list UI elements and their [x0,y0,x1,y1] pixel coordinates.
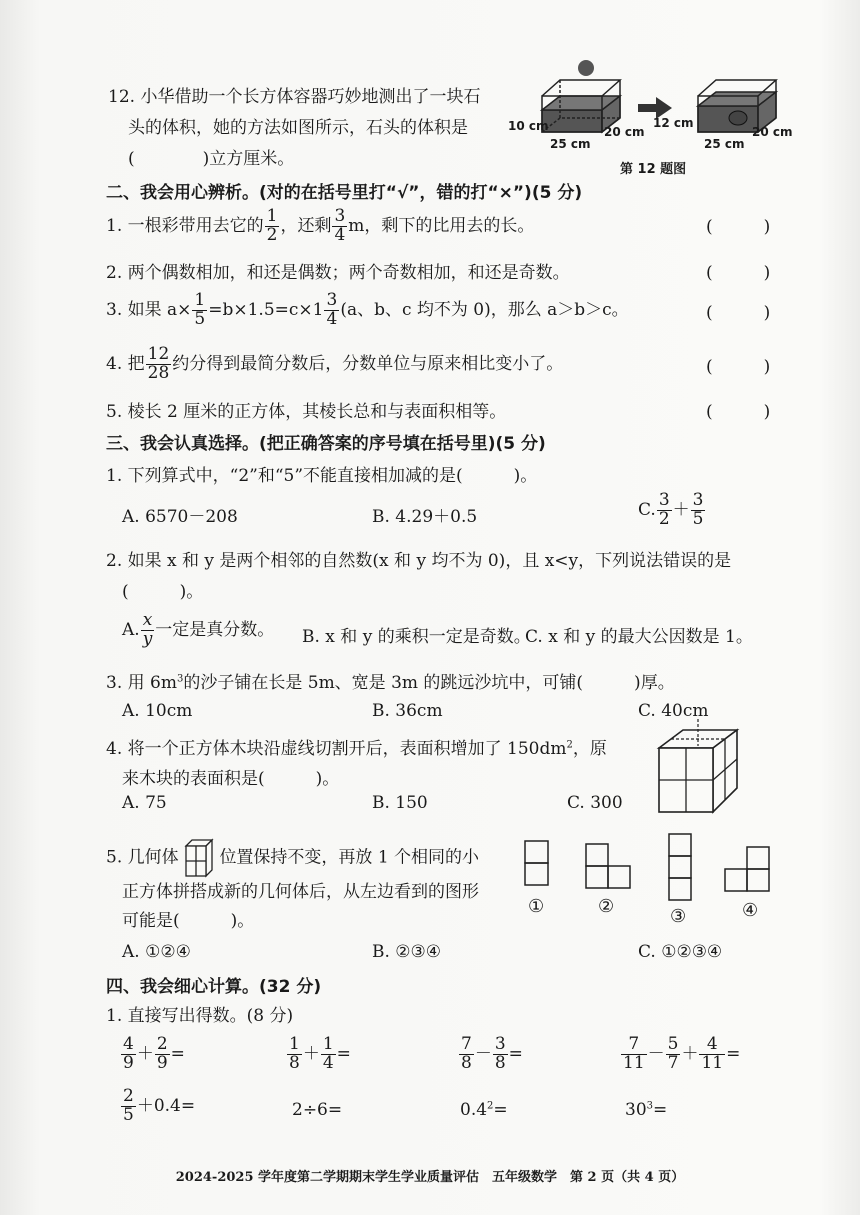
s3-q2-line2[interactable]: ( )。 [122,582,204,602]
s3-q5-option-a[interactable]: A. ①②④ [122,942,191,962]
s2-item-5: 5. 棱长 2 厘米的正方体，其棱长总和与表面积相等。 [106,402,507,422]
s3-q5-option-b[interactable]: B. ②③④ [372,942,442,962]
s2-item-4: 4. 把 $\frac{12}{28}$ 约分得到最简分数后，分数单位与原来相比变小了。 [106,344,564,383]
s3-q5-line2: 正方体拼搭成新的几何体后，从左边看到的图形 [122,882,479,902]
q12-line1: 12. 小华借助一个长方体容器巧妙地测出了一块石 [108,87,481,107]
calc-2: $\frac{1}{8}$ ＋ $\frac{1}{4}$ = [289,1034,351,1073]
s3-q1-option-b[interactable]: B. 4.29＋0.5 [372,507,478,527]
view-label-4: ④ [742,900,759,921]
fig-w2: 25 cm [704,137,745,151]
section2-title: 二、我会用心辨析。(对的在括号里打“√”，错的打“×”)(5 分) [106,183,583,203]
s3-q3-option-a[interactable]: A. 10cm [122,701,193,721]
s3-q4-line2: 来木块的表面积是( )。 [122,769,340,789]
s3-q2-option-a[interactable]: A. $\frac{x}{y}$ 一定是真分数。 [122,610,275,649]
view-shape-3 [668,833,694,903]
s3-q1: 1. 下列算式中，“2”和“5”不能直接相加减的是( )。 [106,466,538,486]
calc-1: $\frac{4}{9}$ ＋ $\frac{2}{9}$ = [123,1034,185,1073]
page-footer: 2024-2025 学年度第二学期期末学生学业质量评估 五年级数学 第 2 页（共 4 页） [175,1170,685,1185]
view-shape-2 [585,843,633,891]
s3-q4-option-b[interactable]: B. 150 [372,793,428,813]
s2-answer-1[interactable]: ( ) [706,217,771,237]
s3-q5-line1: 5. 几何体 位置保持不变，再放 1 个相同的小 [106,838,479,878]
section3-title: 三、我会认真选择。(把正确答案的序号填在括号里)(5 分) [106,434,546,454]
calc-4: $\frac{7}{11}$ － $\frac{5}{7}$ ＋ $\frac{4}{11}$ = [623,1034,741,1073]
calc-6: 2÷6= [292,1100,343,1120]
fig-h1: 10 cm [508,119,549,133]
q12-answer-paren[interactable]: ( ) [128,149,210,169]
q12-line2: 头的体积，她的方法如图所示，石头的体积是 [128,118,468,138]
s2-item-3: 3. 如果 a× $\frac{1}{5}$ =b×1.5=c×1 $\frac{3}{4}$ (a、b、c 均不为 0)，那么 a＞b＞c。 [106,290,629,329]
s3-q1-option-a[interactable]: A. 6570－208 [122,507,238,527]
view-label-1: ① [528,896,545,917]
calc-8: $30^3=$ [625,1100,668,1120]
s2-answer-3[interactable]: ( ) [706,303,771,323]
cube-figure [655,716,745,816]
s3-q2-line1: 2. 如果 x 和 y 是两个相邻的自然数(x 和 y 均不为 0)，且 x<y，下列说法错误的是 [106,551,732,571]
s2-answer-4[interactable]: ( ) [706,357,771,377]
s3-q4-option-c[interactable]: C. 300 [567,793,623,813]
s4-sub1: 1. 直接写出得数。(8 分) [106,1006,294,1026]
fig-h2: 12 cm [653,116,694,130]
view-label-2: ② [598,896,615,917]
section4-title: 四、我会细心计算。(32 分) [106,977,322,997]
fig-d2: 20 cm [752,125,793,139]
water-before [542,110,602,132]
view-shape-4 [724,846,772,894]
s2-item-1: 1. 一根彩带用去它的 $\frac{1}{2}$ ，还剩 $\frac{3}{4}$ m，剩下的比用去的长。 [106,206,535,245]
fig-w1: 25 cm [550,137,591,151]
s3-q5-line3: 可能是( )。 [122,911,255,931]
s3-q1-option-c[interactable]: C. $\frac{3}{2}$ ＋ $\frac{3}{5}$ [638,490,704,529]
s2-item-2: 2. 两个偶数相加，和还是偶数；两个奇数相加，和还是奇数。 [106,263,570,283]
s3-q4-line1: 4. 将一个正方体木块沿虚线切割开后，表面积增加了 $150dm^2$，原 [106,739,607,759]
q12-unit: 立方厘米。 [209,149,295,169]
calc-7: $0.4^2=$ [460,1100,508,1120]
s3-q4-option-a[interactable]: A. 75 [122,793,167,813]
stone-submerged-icon [729,111,747,125]
small-solid-icon [184,838,214,878]
s3-q2-option-c[interactable]: C. x 和 y 的最大公因数是 1。 [525,627,753,647]
s3-q3-option-c[interactable]: C. 40cm [638,701,709,721]
calc-3: $\frac{7}{8}$ － $\frac{3}{8}$ = [461,1034,523,1073]
fig-caption: 第 12 题图 [620,162,687,177]
s3-q3: 3. 用 $6m^3$的沙子铺在长是 5m、宽是 3m 的跳远沙坑中，可铺( )厚。 [106,673,675,693]
stone-icon [578,60,594,76]
s3-q2-option-b[interactable]: B. x 和 y 的乘积一定是奇数。 [302,627,531,647]
s2-answer-5[interactable]: ( ) [706,402,771,422]
view-shape-1 [524,840,550,888]
calc-5: $\frac{2}{5}$ ＋0.4= [123,1086,196,1125]
s3-q5-option-c[interactable]: C. ①②③④ [638,942,723,962]
s3-q3-option-b[interactable]: B. 36cm [372,701,443,721]
s2-answer-2[interactable]: ( ) [706,263,771,283]
q12-line3 [128,144,294,169]
fig-d1: 20 cm [604,125,645,139]
view-label-3: ③ [670,906,687,927]
